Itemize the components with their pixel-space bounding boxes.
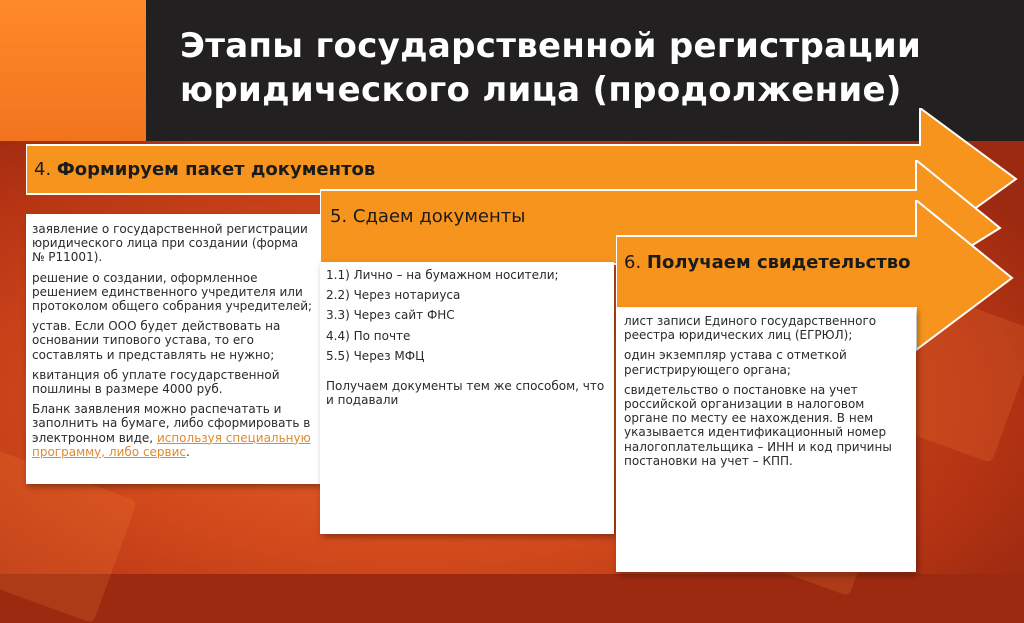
step-4-title: Формируем пакет документов [56,159,376,180]
step-4-item: решение о создании, оформленное решением единственного учредителя или протоколом общего собрания учредителей; [32,270,313,314]
step-5-item: 1.1) Лично – на бумажном носители; [326,268,559,282]
step-5-item: 3.3) Через сайт ФНС [326,308,455,323]
step-5-title: Сдаем документы [352,206,526,227]
step-4-note-text: Бланк заявления можно распечатать и заполнить на бумаге, либо сформировать в электронном виде, [32,402,311,445]
service-link[interactable]: используя специальную программу, либо сервис [32,430,311,459]
step-5-number: 5. [330,206,348,227]
step-6-item: лист записи Единого государственного реестра юридических лиц (ЕГРЮЛ); [624,314,877,343]
step-4-item: заявление о государственной регистрации юридического лица при создании (форма № Р11001). [32,222,308,265]
step-6-title: Получаем свидетельство [646,252,911,273]
step-4-note [32,402,314,459]
step-6-number: 6. [624,252,642,273]
step-6-item: один экземпляр устава с отметкой регистрирующего органа; [624,348,847,377]
step-4-item: квитанция об уплате государственной пошлины в размере 4000 руб. [32,367,280,397]
step-4-note-end: . [186,444,190,459]
step-4-details [26,214,320,484]
step-4-item: устав. Если ООО будет действовать на основании типового устава, то его составлять и представлять не нужно; [32,319,281,362]
step-5-item: 4.4) По почте [326,328,411,343]
slide-title [180,24,980,112]
slide-title-line-1: Этапы государственной регистрации [180,26,922,66]
step-6-item: свидетельство о постановке на учет российской организации в налоговом органе по месту ее нахождения. В нем указывается идентификационный номер налогоплательщика – ИНН и код причины постановки на учет – КПП. [624,382,892,468]
step-4-number: 4. [34,159,52,180]
step-5-item: 2.2) Через нотариуса [326,288,461,303]
slide-title-line-2: юридического лица (продолжение) [180,70,902,110]
step-5-details [320,262,614,534]
step-5-label [330,206,525,227]
step-5-item: 5.5) Через МФЦ [326,348,425,363]
step-5-note: Получаем документы тем же способом, что и подавали [326,379,605,408]
step-6-details [616,308,916,572]
step-6-label [624,252,910,273]
